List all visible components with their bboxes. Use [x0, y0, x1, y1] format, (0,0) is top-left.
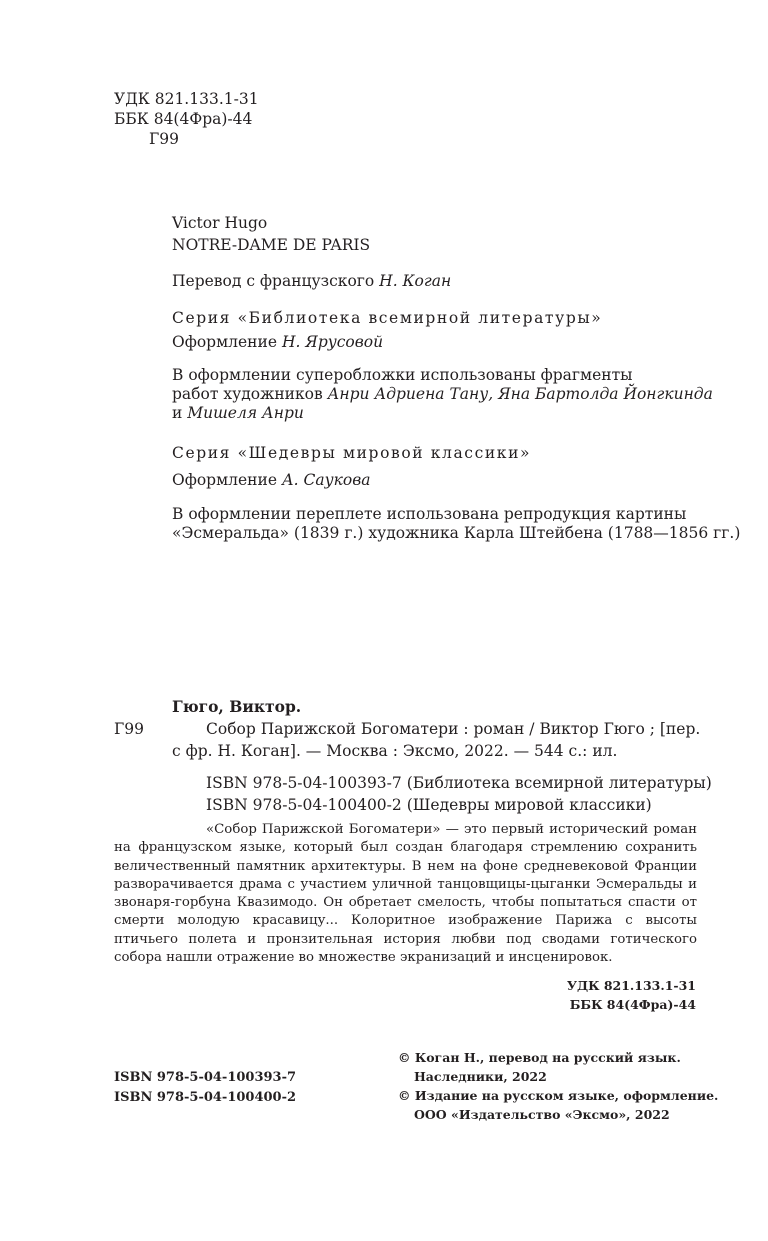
copyright-translation-line1: © Коган Н., перевод на русский язык.	[398, 1050, 681, 1065]
cover-note-and: и	[172, 404, 188, 422]
annotation	[114, 821, 697, 967]
record-line1: Собор Парижской Богоматери : роман / Виктор Гюго ; [пер.	[206, 720, 701, 738]
series2-designer: А. Саукова	[281, 471, 371, 489]
translation-line	[172, 270, 451, 292]
series1-designer: Н. Ярусовой	[281, 333, 384, 351]
isbn-bottom-2: ISBN 978-5-04-100400-2	[114, 1090, 297, 1105]
series2-design-prefix: Оформление	[172, 471, 282, 489]
record-author-mark: Г99	[114, 720, 144, 738]
binding-note-line2: «Эсмеральда» (1839 г.) художника Карла Штейбена (1788—1856 гг.)	[172, 524, 741, 542]
record-line2: с фр. Н. Коган]. — Москва : Эксмо, 2022. — 544 с.: ил.	[172, 742, 618, 760]
cover-note-line1: В оформлении суперобложки использованы фрагменты	[172, 366, 633, 384]
cover-note-line3	[172, 402, 304, 424]
cover-artists-1: Анри Адриена Тану, Яна Бартолда Йонгкинда	[327, 385, 713, 403]
original-author: Victor Hugo	[172, 214, 268, 232]
original-title: NOTRE-DAME DE PARIS	[172, 236, 371, 254]
copyright-edition-line2: ООО «Издательство «Эксмо», 2022	[414, 1107, 670, 1122]
series2-name: Серия «Шедевры мировой классики»	[172, 444, 532, 462]
bbk-code-top: ББК 84(4Фра)-44	[114, 110, 253, 128]
series1-name: Серия «Библиотека всемирной литературы»	[172, 309, 603, 327]
record-isbn2: ISBN 978-5-04-100400-2 (Шедевры мировой классики)	[206, 796, 652, 814]
udk-code-bottom: УДК 821.133.1-31	[566, 978, 696, 993]
annotation-text: «Собор Парижской Богоматери» — это первый исторический роман на французском языке, который был создан благодаря стремлению сохранить величественный памятник архитектуры. В нем на фоне средневековой Франции разворачивается драма с участием уличной танцовщицы-цыганки Эсмеральды и звонаря-горбуна Квазимодо. Он обретает смелость, чтобы попытаться спасти от смерти молодую красавицу... Колоритное изображение Парижа с высоты птичьего полета и пронзительная история любви под сводами готического собора нашли отражение во множестве экранизаций и инсценировок.	[114, 822, 697, 966]
bbk-code-bottom: ББК 84(4Фра)-44	[569, 997, 696, 1012]
copyright-edition-line1: © Издание на русском языке, оформление.	[398, 1088, 719, 1103]
series1-design-prefix: Оформление	[172, 333, 282, 351]
udk-code-top: УДК 821.133.1-31	[114, 90, 259, 108]
record-isbn1: ISBN 978-5-04-100393-7 (Библиотека всемирной литературы)	[206, 774, 712, 792]
series1-design	[172, 331, 383, 353]
series2-design	[172, 469, 370, 491]
cover-artists-2: Мишеля Анри	[187, 404, 304, 422]
record-heading: Гюго, Виктор.	[172, 697, 302, 716]
author-mark-top: Г99	[149, 130, 179, 148]
translation-prefix: Перевод с французского	[172, 272, 380, 290]
translator-name: Н. Коган	[379, 272, 452, 290]
cover-note-prefix: работ художников	[172, 385, 328, 403]
isbn-bottom-1: ISBN 978-5-04-100393-7	[114, 1070, 297, 1085]
copyright-translation-line2: Наследники, 2022	[414, 1069, 547, 1084]
binding-note-line1: В оформлении переплете использована репродукция картины	[172, 505, 687, 523]
